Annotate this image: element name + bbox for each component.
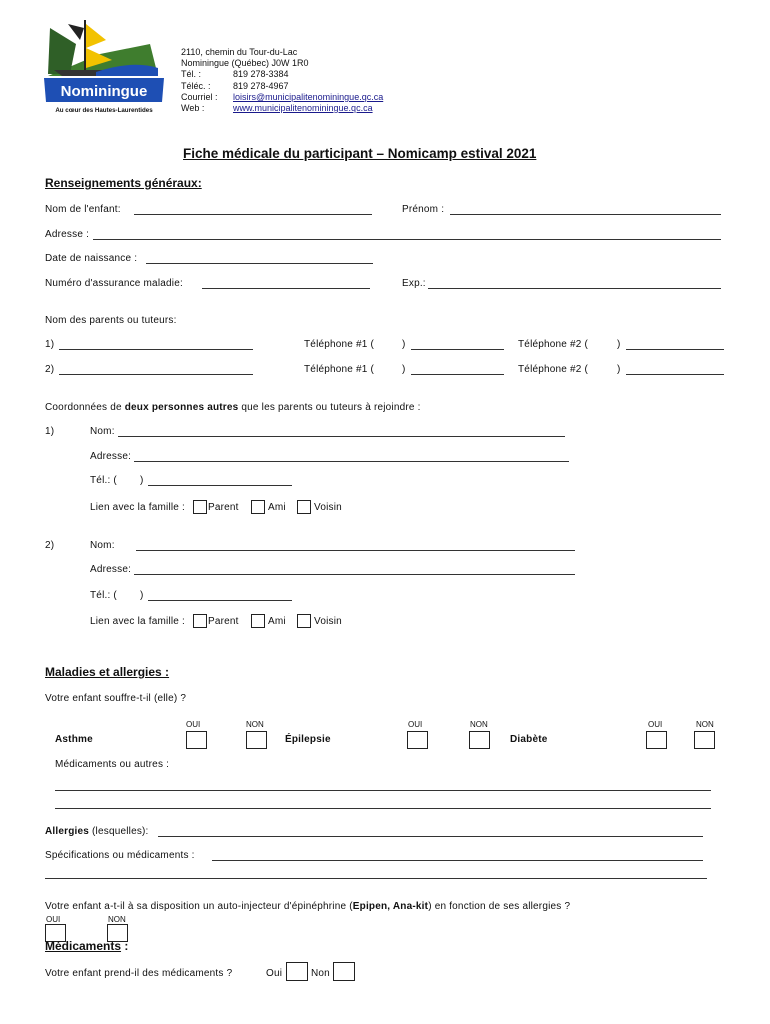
asthma-yes-header: OUI [186,720,201,729]
epilepsy-no-header: NON [470,720,488,729]
contact2-name-label: Nom: [90,540,115,551]
asthma-label: Asthme [55,734,93,745]
header-fax-value: 819 278-4967 [233,80,289,91]
health-number-field[interactable] [202,288,370,289]
parent2-name-field[interactable] [59,374,253,375]
header-email-label: Courriel : [181,91,218,102]
header-fax-label: Téléc. : [181,80,211,91]
header-email-link[interactable]: loisirs@municipalitenominingue.qc.ca [233,91,384,102]
contact1-relation-label: Lien avec la famille : [90,502,186,513]
header-web-link[interactable]: www.municipalitenominingue.qc.ca [233,103,373,114]
contact2-friend-checkbox[interactable] [251,614,265,628]
logo-wordmark: Nominingue [60,83,148,100]
contact1-neighbor-label: Voisin [314,502,342,513]
allergies-label-bold: Allergies [45,826,90,837]
contact2-neighbor-checkbox[interactable] [297,614,311,628]
parent2-phone2-close: ) [617,364,621,375]
asthma-yes-checkbox[interactable] [186,731,207,749]
address-field[interactable] [93,239,721,240]
epilepsy-yes-header: OUI [408,720,423,729]
contact2-friend-label: Ami [268,616,286,627]
medications-heading-text: Médicaments [45,939,122,953]
diabetes-no-checkbox[interactable] [694,731,715,749]
meds-other-field-1[interactable] [55,790,711,791]
parent1-phone2-close: ) [617,339,621,350]
meds-other-field-2[interactable] [55,808,711,809]
contact1-name-field[interactable] [118,436,565,437]
contact1-friend-label: Ami [268,502,286,513]
municipality-logo [40,14,168,118]
medications-question: Votre enfant prend-il des médicaments ? [45,968,233,979]
header-tel-value: 819 278-3384 [233,69,289,80]
meds-other-label: Médicaments ou autres : [55,759,170,770]
parent1-phone1-close: ) [402,339,406,350]
epinephrine-question [45,901,570,912]
first-name-field[interactable] [450,214,721,215]
contact1-neighbor-checkbox[interactable] [297,500,311,514]
epilepsy-yes-checkbox[interactable] [407,731,428,749]
parent2-number: 2) [45,364,55,375]
child-name-field[interactable] [134,214,372,215]
diabetes-yes-checkbox[interactable] [646,731,667,749]
diabetes-no-header: NON [696,720,714,729]
parent2-phone2-label: Téléphone #2 ( [518,364,589,375]
allergies-label-rest: (lesquelles): [89,826,149,837]
contacts-intro [45,402,421,413]
header-address-line2: Nominingue (Québec) J0W 1R0 [181,58,309,69]
contact1-tel-label: Tél.: ( [90,475,117,486]
illness-question: Votre enfant souffre-t-il (elle) ? [45,693,187,704]
birth-date-field[interactable] [146,263,373,264]
expiry-label: Exp.: [402,278,426,289]
specifications-field-2[interactable] [45,878,707,879]
contact1-address-field[interactable] [134,461,569,462]
specifications-label: Spécifications ou médicaments : [45,850,195,861]
health-number-label: Numéro d'assurance maladie: [45,278,183,289]
contact2-tel-close: ) [140,590,144,601]
header-web-label: Web : [181,103,205,114]
contact1-address-label: Adresse: [90,451,132,462]
section-general-heading: Renseignements généraux: [45,176,202,190]
medications-no-checkbox[interactable] [333,962,355,981]
contact2-tel-field[interactable] [148,600,292,601]
allergies-field[interactable] [158,836,703,837]
epinephrine-question-pre: Votre enfant a-t-il à sa disposition un auto-injecteur d'épinéphrine ( [45,901,353,912]
contact2-parent-label: Parent [208,616,239,627]
contact2-neighbor-label: Voisin [314,616,342,627]
epinephrine-question-bold: Epipen, Ana-kit [352,901,429,912]
parent1-phone1-field[interactable] [411,349,504,350]
birth-date-label: Date de naissance : [45,253,138,264]
diabetes-yes-header: OUI [648,720,663,729]
epinephrine-no-header: NON [108,915,126,924]
parent1-number: 1) [45,339,55,350]
page-title: Fiche médicale du participant – Nomicamp estival 2021 [183,146,537,161]
contact2-number: 2) [45,540,55,551]
section-medications-heading [45,939,128,953]
parent2-phone1-field[interactable] [411,374,504,375]
address-label: Adresse : [45,229,90,240]
contact2-address-field[interactable] [134,574,575,575]
contacts-intro-post: que les parents ou tuteurs à rejoindre : [238,402,421,413]
contacts-intro-bold: deux personnes autres [124,402,239,413]
child-name-label: Nom de l'enfant: [45,204,121,215]
parent2-phone2-field[interactable] [626,374,724,375]
contact1-parent-label: Parent [208,502,239,513]
parents-label: Nom des parents ou tuteurs: [45,315,177,326]
contact1-friend-checkbox[interactable] [251,500,265,514]
contact2-tel-label: Tél.: ( [90,590,117,601]
epilepsy-label: Épilepsie [285,734,331,745]
epilepsy-no-checkbox[interactable] [469,731,490,749]
medications-yes-label: Oui [266,968,283,979]
parent2-phone1-close: ) [402,364,406,375]
logo-sailboat-graphic [40,14,168,118]
contact1-tel-field[interactable] [148,485,292,486]
parent1-phone2-label: Téléphone #2 ( [518,339,589,350]
contact1-tel-close: ) [140,475,144,486]
contacts-intro-pre: Coordonnées de [45,402,125,413]
contact1-number: 1) [45,426,55,437]
asthma-no-header: NON [246,720,264,729]
epinephrine-question-post: ) en fonction de ses allergies ? [428,901,571,912]
medications-no-label: Non [311,968,330,979]
diabetes-label: Diabète [510,734,548,745]
header-tel-label: Tél. : [181,69,202,80]
contact1-name-label: Nom: [90,426,115,437]
contact2-parent-checkbox[interactable] [193,614,207,628]
allergies-label [45,826,149,837]
logo-tagline: Au cœur des Hautes-Laurentides [55,107,153,114]
section-illness-heading: Maladies et allergies : [45,665,170,679]
specifications-field[interactable] [212,860,703,861]
parent1-phone1-label: Téléphone #1 ( [304,339,375,350]
contact-header [181,47,383,114]
expiry-field[interactable] [428,288,721,289]
asthma-no-checkbox[interactable] [246,731,267,749]
contact2-relation-label: Lien avec la famille : [90,616,186,627]
parent1-phone2-field[interactable] [626,349,724,350]
contact2-name-field[interactable] [136,550,575,551]
epinephrine-yes-header: OUI [46,915,61,924]
medications-heading-suffix: : [121,939,129,953]
parent2-phone1-label: Téléphone #1 ( [304,364,375,375]
header-address-line1: 2110, chemin du Tour-du-Lac [181,47,298,57]
first-name-label: Prénom : [402,204,445,215]
contact2-address-label: Adresse: [90,564,132,575]
medications-yes-checkbox[interactable] [286,962,308,981]
parent1-name-field[interactable] [59,349,253,350]
contact1-parent-checkbox[interactable] [193,500,207,514]
